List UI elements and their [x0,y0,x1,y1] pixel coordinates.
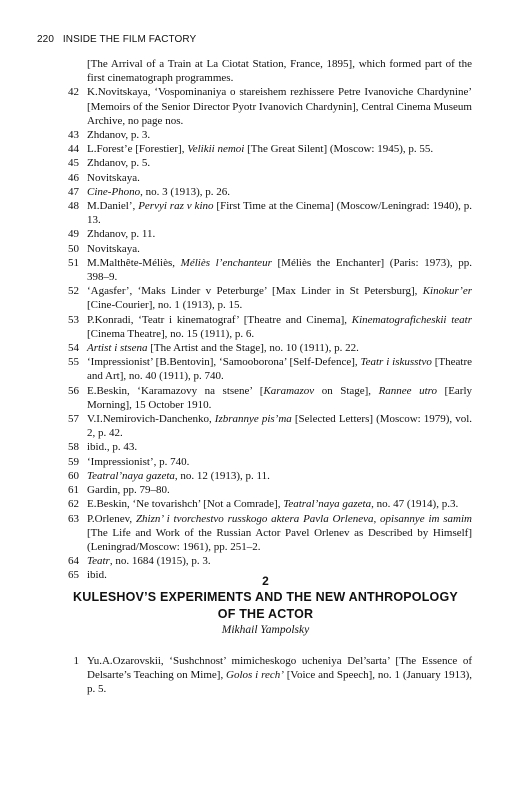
endnote-number: 48 [68,200,79,213]
endnote-text-segment: , no. 12 (1913), p. 11. [174,469,270,482]
endnote-text-segment: E.Beskin, ‘Ne tovarishch’ [Not a Comrade], [87,498,284,511]
endnote-text-segment: , no. 3 (1913), p. 26. [140,185,230,198]
endnote-text [87,341,472,355]
endnote-text-segment: ‘Impressionist’ [B.Bentovin], ‘Samooborona’ [Self-Defence], [87,356,361,369]
endnote [0,142,531,156]
endnote [0,242,531,256]
endnote-number: 44 [68,143,79,156]
endnote-text [87,142,472,156]
endnote-text [87,199,472,227]
endnote [0,412,531,440]
chapter-title-line-1: KULESHOV’S EXPERIMENTS AND THE NEW ANTHROPOLOGY [73,590,458,604]
endnote [0,284,531,312]
endnote-number: 1 [73,655,79,667]
endnote [0,497,531,511]
chapter-author: Mikhail Yampolsky [221,624,310,636]
endnote-text [87,156,472,170]
endnote-number: 56 [68,384,79,397]
chapter-number: 2 [262,574,269,588]
endnote-text [87,554,472,568]
endnote-text-segment: Novitskaya. [87,242,140,255]
endnote-number: 54 [68,342,79,355]
endnote-text-segment: [Selected Letters] (Moscow: 1979), vol. 2, p. 42. [87,413,473,440]
endnotes-list [0,57,531,583]
endnote [0,156,531,170]
endnote-number: 50 [68,242,79,255]
endnote-text [87,85,472,128]
endnote-text-segment: ibid. [87,569,107,582]
endnote-text [87,440,472,454]
endnote-italic-title: Izbrannye pis’ma [214,413,292,426]
endnote-text [87,384,472,412]
endnote-text-segment: ‘Impressionist’, p. 740. [87,455,190,468]
endnote-text-segment: [Early Morning], 15 October 1910. [87,384,473,411]
endnote-italic-title: Cine-Phono [87,185,141,198]
endnote-text-segment: [The Artist and the Stage], no. 10 (1911), p. 22. [147,342,359,355]
endnote-number: 61 [68,484,79,497]
endnote [0,512,531,555]
endnote-text [87,355,472,383]
endnote [0,554,531,568]
endnote-text-segment: Gardin, pp. 79–80. [87,484,170,497]
endnote-number: 45 [68,157,79,170]
endnote-number: 51 [68,256,79,269]
endnote-number: 53 [68,313,79,326]
endnote [0,355,531,383]
endnote-number: 64 [68,555,79,568]
endnote-number: 57 [68,413,79,426]
endnote [0,256,531,284]
endnote-text-segment: V.I.Nemirovich-Danchenko, [87,413,215,426]
endnote-number: 59 [68,455,79,468]
endnote-number: 55 [68,356,79,369]
endnote-text-segment: P.Konradi, ‘Teatr i kinematograf’ [Theatre and Cinema], [87,313,352,326]
endnote-italic-title: Teatral’naya gazeta [283,498,372,511]
endnote-text [87,256,472,284]
endnote-text [87,412,472,440]
endnote-number: 60 [68,469,79,482]
endnote [0,313,531,341]
endnote-text [87,455,472,469]
chapter-title-line-2: OF THE ACTOR [217,607,314,621]
endnote-text-segment: K.Novitskaya, ‘Vospominaniya o stareishem rezhissere Petre Ivanoviche Chardynine’ [Memoirs of the Senior Director Pyotr Ivanovich Chardynin], Central Cinema Museum Archive, no page nos. [87,86,472,127]
endnote-italic-title: Karamazov [263,384,315,397]
endnote [0,227,531,241]
endnote-number: 43 [68,129,79,142]
endnote-italic-title: Kinokur’er [422,285,472,298]
endnote-text-segment: [Cine-Courier], no. 1 (1913), p. 15. [87,299,243,312]
endnote [0,654,531,697]
endnote-text-segment: [Méliès the Enchanter] (Paris: 1973), pp. 398–9. [87,256,473,284]
endnote-text-segment: Novitskaya. [87,171,140,184]
endnote-italic-title: Teatral’naya gazeta [87,469,175,482]
endnote-text-segment: Zhdanov, p. 11. [87,228,156,241]
endnote [0,128,531,142]
endnote-text-segment: , no. 1684 (1915), p. 3. [109,555,211,568]
endnote-italic-title: Kinematograficheskii teatr [351,313,473,326]
endnote-italic-title: Velikii nemoi [187,143,245,156]
endnote [0,440,531,454]
endnote-italic-title: Pervyi raz v kino [138,200,214,213]
endnote [0,85,531,128]
endnote-text [87,313,472,341]
endnote-text [87,497,472,511]
endnote-italic-title: Teatr [87,555,110,568]
endnote-text [87,171,472,185]
endnote-text [87,469,472,483]
chapter-endnotes-list [0,654,531,697]
endnote [0,341,531,355]
endnote-text [87,57,472,85]
endnote-number: 65 [68,569,79,582]
endnote [0,483,531,497]
endnote [0,199,531,227]
endnote-text-segment: [The Life and Work of the Russian Actor Pavel Orlenev as Described by Himself] (Leningrad/Moscow: 1961), pp. 251–2. [87,526,472,553]
endnote-text [87,128,472,142]
endnote-text-segment: [Cinema Theatre], no. 15 (1911), p. 6. [87,327,255,340]
endnote-text-segment: ‘Agasfer’, ‘Maks Linder v Peterburge’ [Max Linder in St Petersburg], [87,285,423,298]
endnote-number: 58 [68,441,79,454]
endnote [0,455,531,469]
running-head [37,34,196,45]
endnote-text-segment: [First Time at the Cinema] (Moscow/Leningrad: 1940), p. 13. [87,200,473,227]
endnote-number: 62 [68,498,79,511]
chapter-heading [0,573,531,637]
running-head-title: INSIDE THE FILM FACTORY [62,34,197,45]
endnote-text-segment: M.Malthête-Méliès, [87,256,181,269]
endnote [0,57,531,85]
page-number: 220 [37,34,54,45]
endnote-italic-title: Artist i stsena [87,342,148,355]
endnote-text [87,284,472,312]
endnote [0,171,531,185]
endnote-text [87,483,472,497]
endnote-italic-title: Méliès l’enchanteur [180,256,272,269]
endnote-text-segment: [Voice and Speech], no. 1 (January 1913), p. 5. [87,669,472,696]
endnote-text-segment: E.Beskin, ‘Karamazovy na stsene’ [ [87,384,264,397]
endnote-text-segment: M.Daniel’, [87,200,139,213]
endnote-italic-title: Zhizn’ i tvorchestvo russkogo aktera Pavla Orleneva, opisannye im samim [135,512,472,525]
endnote-number: 42 [68,86,79,99]
endnote-text-segment: [Theatre and Art], no. 40 (1911), p. 740. [87,356,472,383]
endnote-text-segment: P.Orlenev, [87,512,136,525]
endnote-italic-title: Rannee utro [378,384,438,397]
endnote-text-segment: [The Arrival of a Train at La Ciotat Station, France, 1895], which formed part of the first cinematograph programmes. [87,58,472,85]
endnote-text-segment: on Stage], [314,384,379,397]
endnote-text [87,512,472,555]
endnote-text [87,227,472,241]
endnote-text-segment: [The Great Silent] (Moscow: 1945), p. 55. [244,143,434,156]
endnote-text-segment: Yu.A.Ozarovskii, ‘Sushchnost’ mimicheskogo ucheniya Del’sarta’ [The Essence of Delsarte’s Teaching on Mime], [87,655,472,682]
endnote [0,384,531,412]
endnote-number: 52 [68,285,79,298]
endnote-italic-title: Teatr i iskusstvo [360,356,432,369]
endnote-text [87,654,472,697]
endnote-text [87,242,472,256]
endnote-number: 63 [68,512,79,525]
endnote-text-segment: ibid., p. 43. [87,441,138,454]
endnote [0,185,531,199]
endnote-number: 46 [68,171,79,184]
endnote [0,469,531,483]
endnote-text-segment: Zhdanov, p. 3. [87,129,151,142]
endnote-italic-title: Golos i rech’ [226,669,284,682]
endnote-text [87,185,472,199]
endnote-text-segment: , no. 47 (1914), p.3. [371,498,459,511]
endnote-number: 49 [68,228,79,241]
endnote-text-segment: L.Forest’e [Forestier], [87,143,188,156]
endnote-number: 47 [68,185,79,198]
endnote-text-segment: Zhdanov, p. 5. [87,157,151,170]
